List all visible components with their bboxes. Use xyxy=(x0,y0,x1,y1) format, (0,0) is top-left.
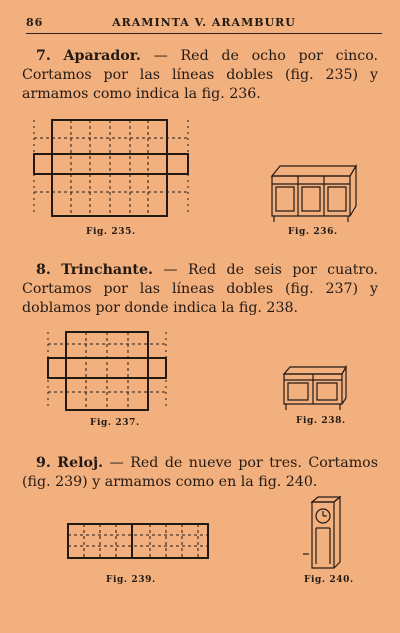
page-number: 86 xyxy=(26,16,44,29)
section-title: Reloj. xyxy=(57,455,104,471)
section-text: Red de seis por cuatro. Cortamos por las líneas dobles (fig. 237) y doblamos por donde indica la fig. 238. xyxy=(22,262,378,316)
section-number: 9. xyxy=(36,455,51,471)
section-title: Trinchante. xyxy=(61,262,153,278)
figure-236 xyxy=(266,162,360,224)
figure-235-caption: Fig. 235. xyxy=(86,227,136,237)
section-aparador xyxy=(22,47,378,104)
figure-236-caption: Fig. 236. xyxy=(288,227,338,237)
figure-240 xyxy=(300,494,346,572)
section-title: Aparador. xyxy=(63,48,141,64)
header-rule xyxy=(26,33,382,34)
section-text: Red de ocho por cinco. Cortamos por las líneas dobles (fig. 235) y armamos como indica la fig. 236. xyxy=(22,48,378,102)
section-text: Red de nueve por tres. Cortamos (fig. 239) y armamos como en la fig. 240. xyxy=(22,455,378,490)
running-title: ARAMINTA V. ARAMBURU xyxy=(112,16,296,29)
section-trinchante xyxy=(22,261,378,318)
section-dash: — xyxy=(163,262,178,278)
figure-239-caption: Fig. 239. xyxy=(106,575,156,585)
figure-237 xyxy=(44,328,170,414)
section-reloj xyxy=(22,454,378,492)
figure-240-caption: Fig. 240. xyxy=(304,575,354,585)
section-dash: — xyxy=(109,455,124,471)
section-number: 8. xyxy=(36,262,51,278)
figure-238 xyxy=(280,364,350,412)
section-number: 7. xyxy=(36,48,51,64)
page-header xyxy=(26,16,382,34)
figure-239 xyxy=(64,516,212,564)
figure-238-caption: Fig. 238. xyxy=(296,416,346,426)
figure-237-caption: Fig. 237. xyxy=(90,418,140,428)
section-dash: — xyxy=(153,48,168,64)
figure-235 xyxy=(30,116,192,220)
